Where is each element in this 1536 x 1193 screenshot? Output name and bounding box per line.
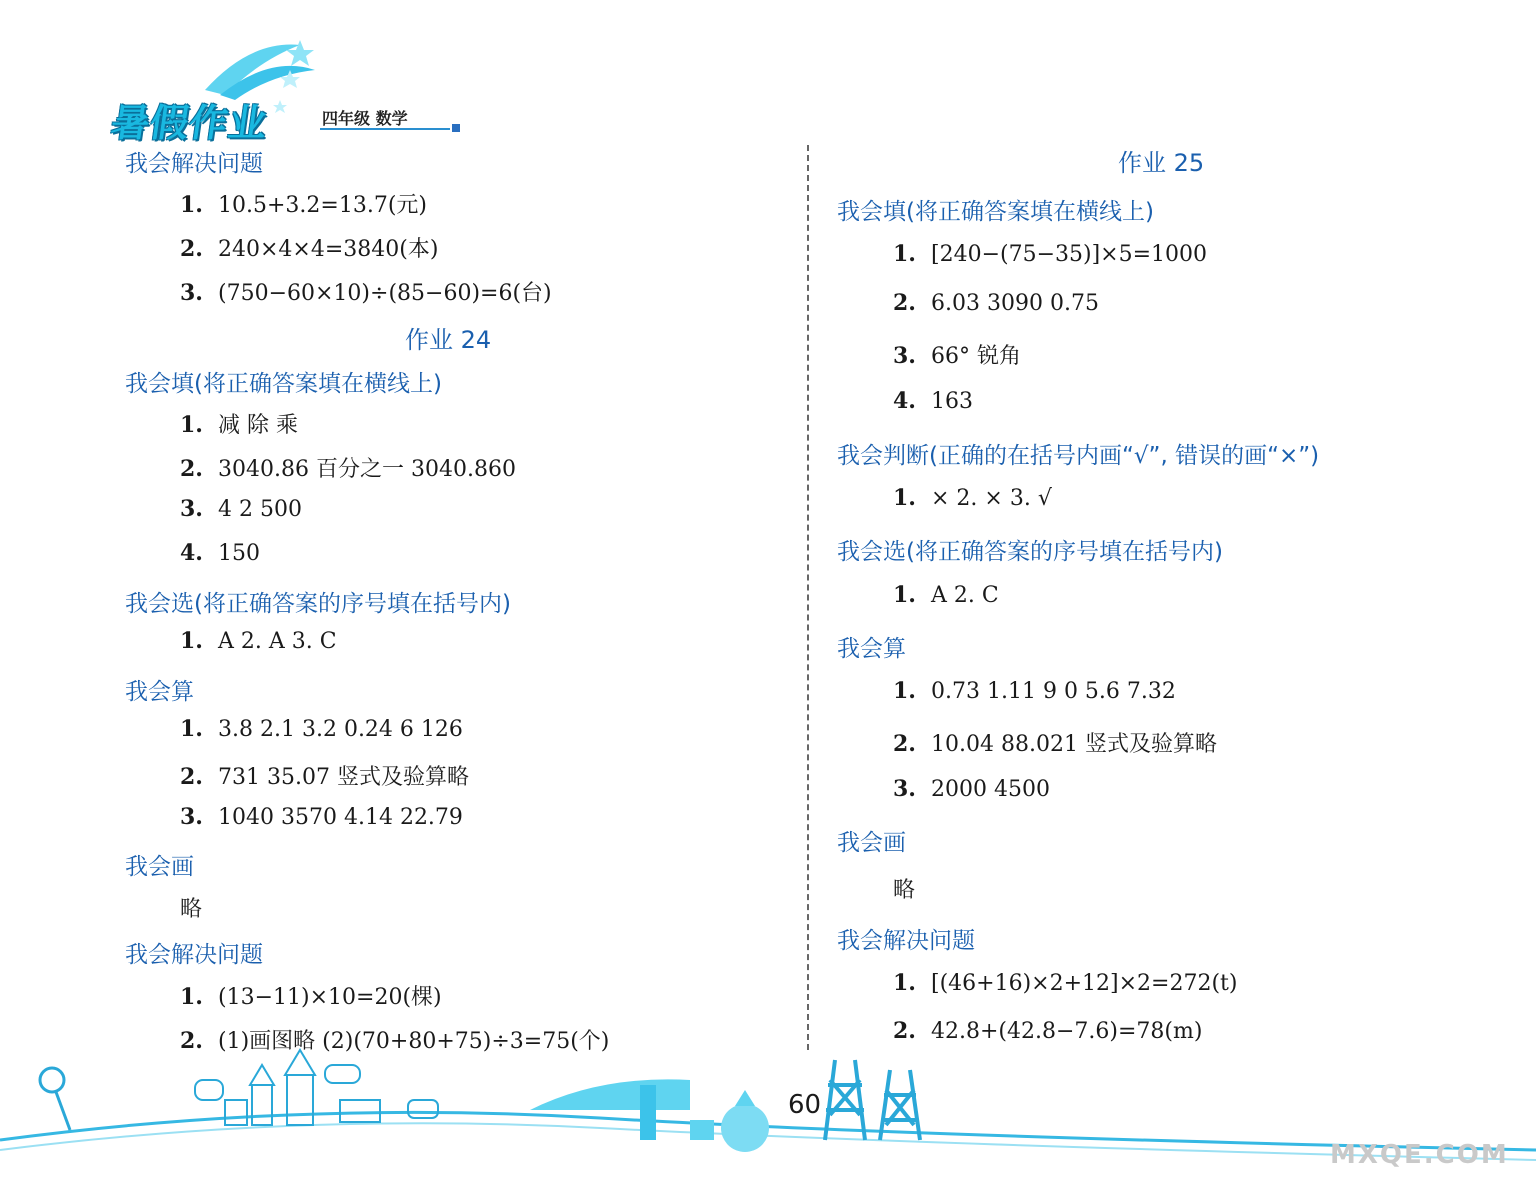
answer-item bbox=[180, 980, 442, 1011]
item-number: 4. bbox=[893, 388, 916, 414]
item-number: 2. bbox=[180, 236, 203, 262]
item-number: 2. bbox=[180, 764, 203, 790]
answer-item bbox=[893, 582, 999, 608]
answer-text: 略 bbox=[893, 878, 916, 903]
item-text: 3.8 2.1 3.2 0.24 6 126 bbox=[218, 717, 463, 742]
section-title: 我会解决问题 bbox=[125, 942, 263, 968]
answer-item bbox=[180, 628, 337, 654]
item-text: 163 bbox=[931, 389, 973, 414]
header-underline bbox=[320, 128, 450, 130]
item-text: [240−(75−35)]×5=1000 bbox=[931, 242, 1208, 267]
item-text: 0.73 1.11 9 0 5.6 7.32 bbox=[931, 679, 1176, 704]
item-text: 3040.86 百分之一 3040.860 bbox=[218, 457, 516, 482]
answer-item bbox=[180, 408, 298, 439]
grade-subject-label: 四年级 数学 bbox=[322, 109, 408, 128]
header-square-icon bbox=[452, 124, 460, 132]
item-number: 3. bbox=[180, 496, 203, 522]
item-text: 10.5+3.2=13.7(元) bbox=[218, 193, 427, 218]
item-number: 1. bbox=[893, 970, 916, 996]
item-text: × 2. × 3. √ bbox=[931, 486, 1052, 511]
answer-item bbox=[180, 452, 516, 483]
item-number: 2. bbox=[180, 1028, 203, 1054]
answer-item bbox=[180, 540, 260, 566]
item-number: 2. bbox=[893, 1018, 916, 1044]
series-logo: 暑假作业 bbox=[108, 101, 271, 145]
item-text: 150 bbox=[218, 541, 260, 566]
section-title: 我会填(将正确答案填在横线上) bbox=[837, 199, 1154, 225]
item-number: 1. bbox=[180, 192, 203, 218]
section-title: 我会算 bbox=[837, 636, 906, 662]
item-number: 1. bbox=[180, 412, 203, 438]
answer-item bbox=[180, 716, 463, 742]
section-title: 我会选(将正确答案的序号填在括号内) bbox=[125, 591, 511, 617]
item-number: 1. bbox=[893, 241, 916, 267]
item-number: 2. bbox=[893, 290, 916, 316]
item-number: 1. bbox=[893, 485, 916, 511]
answer-item bbox=[893, 678, 1176, 704]
item-text: (13−11)×10=20(棵) bbox=[218, 985, 442, 1010]
item-number: 3. bbox=[893, 343, 916, 369]
item-number: 1. bbox=[180, 984, 203, 1010]
page-number: 60 bbox=[788, 1090, 822, 1120]
section-title: 我会画 bbox=[125, 854, 194, 880]
watermark-text: MXQE.COM bbox=[1330, 1140, 1509, 1170]
item-text: A 2. A 3. C bbox=[218, 629, 337, 654]
item-text: 减 除 乘 bbox=[218, 413, 298, 438]
section-title: 我会解决问题 bbox=[837, 928, 975, 954]
item-number: 4. bbox=[180, 540, 203, 566]
section-title: 我会算 bbox=[125, 679, 194, 705]
item-text: 240×4×4=3840(本) bbox=[218, 237, 439, 262]
answer-item bbox=[893, 339, 1021, 370]
item-number: 3. bbox=[180, 804, 203, 830]
item-text: 2000 4500 bbox=[931, 777, 1050, 802]
item-number: 3. bbox=[893, 776, 916, 802]
item-text: [(46+16)×2+12]×2=272(t) bbox=[931, 971, 1238, 996]
lollipop-icon bbox=[40, 1068, 70, 1130]
answer-item bbox=[893, 485, 1052, 511]
section-title: 我会判断(正确的在括号内画“√”, 错误的画“×”) bbox=[837, 443, 1320, 469]
answer-item bbox=[893, 388, 973, 414]
item-number: 2. bbox=[180, 456, 203, 482]
section-title: 我会解决问题 bbox=[125, 151, 263, 177]
item-text: 42.8+(42.8−7.6)=78(m) bbox=[931, 1019, 1203, 1044]
answer-item bbox=[180, 760, 469, 791]
item-text: (750−60×10)÷(85−60)=6(台) bbox=[218, 281, 552, 306]
answer-item bbox=[893, 1018, 1202, 1044]
item-number: 1. bbox=[893, 582, 916, 608]
answer-item bbox=[180, 276, 552, 307]
item-text: (1)画图略 (2)(70+80+75)÷3=75(个) bbox=[218, 1029, 610, 1054]
item-text: 66° 锐角 bbox=[931, 344, 1021, 369]
item-text: 731 35.07 竖式及验算略 bbox=[218, 765, 469, 790]
homework-title: 作业 24 bbox=[405, 326, 492, 354]
answer-item bbox=[893, 727, 1217, 758]
item-number: 1. bbox=[180, 716, 203, 742]
item-number: 2. bbox=[893, 731, 916, 757]
answer-item bbox=[893, 776, 1050, 802]
item-number: 3. bbox=[180, 280, 203, 306]
answer-item bbox=[893, 970, 1237, 996]
homework-title: 作业 25 bbox=[1118, 149, 1205, 177]
item-number: 1. bbox=[180, 628, 203, 654]
section-title: 我会画 bbox=[837, 830, 906, 856]
answer-item bbox=[180, 496, 302, 522]
item-number: 1. bbox=[893, 678, 916, 704]
item-text: A 2. C bbox=[931, 583, 999, 608]
answer-item bbox=[180, 232, 438, 263]
item-text: 4 2 500 bbox=[218, 497, 302, 522]
item-text: 1040 3570 4.14 22.79 bbox=[218, 805, 463, 830]
section-title: 我会填(将正确答案填在横线上) bbox=[125, 371, 442, 397]
answer-item bbox=[893, 241, 1207, 267]
answer-item bbox=[893, 290, 1099, 316]
answer-text: 略 bbox=[180, 897, 203, 922]
item-text: 6.03 3090 0.75 bbox=[931, 291, 1099, 316]
answer-item bbox=[180, 804, 463, 830]
column-divider bbox=[807, 145, 809, 1050]
answer-item bbox=[180, 188, 427, 219]
amusement-park-icon bbox=[530, 1060, 920, 1152]
answer-item bbox=[180, 1024, 609, 1055]
section-title: 我会选(将正确答案的序号填在括号内) bbox=[837, 539, 1223, 565]
item-text: 10.04 88.021 竖式及验算略 bbox=[931, 732, 1217, 757]
